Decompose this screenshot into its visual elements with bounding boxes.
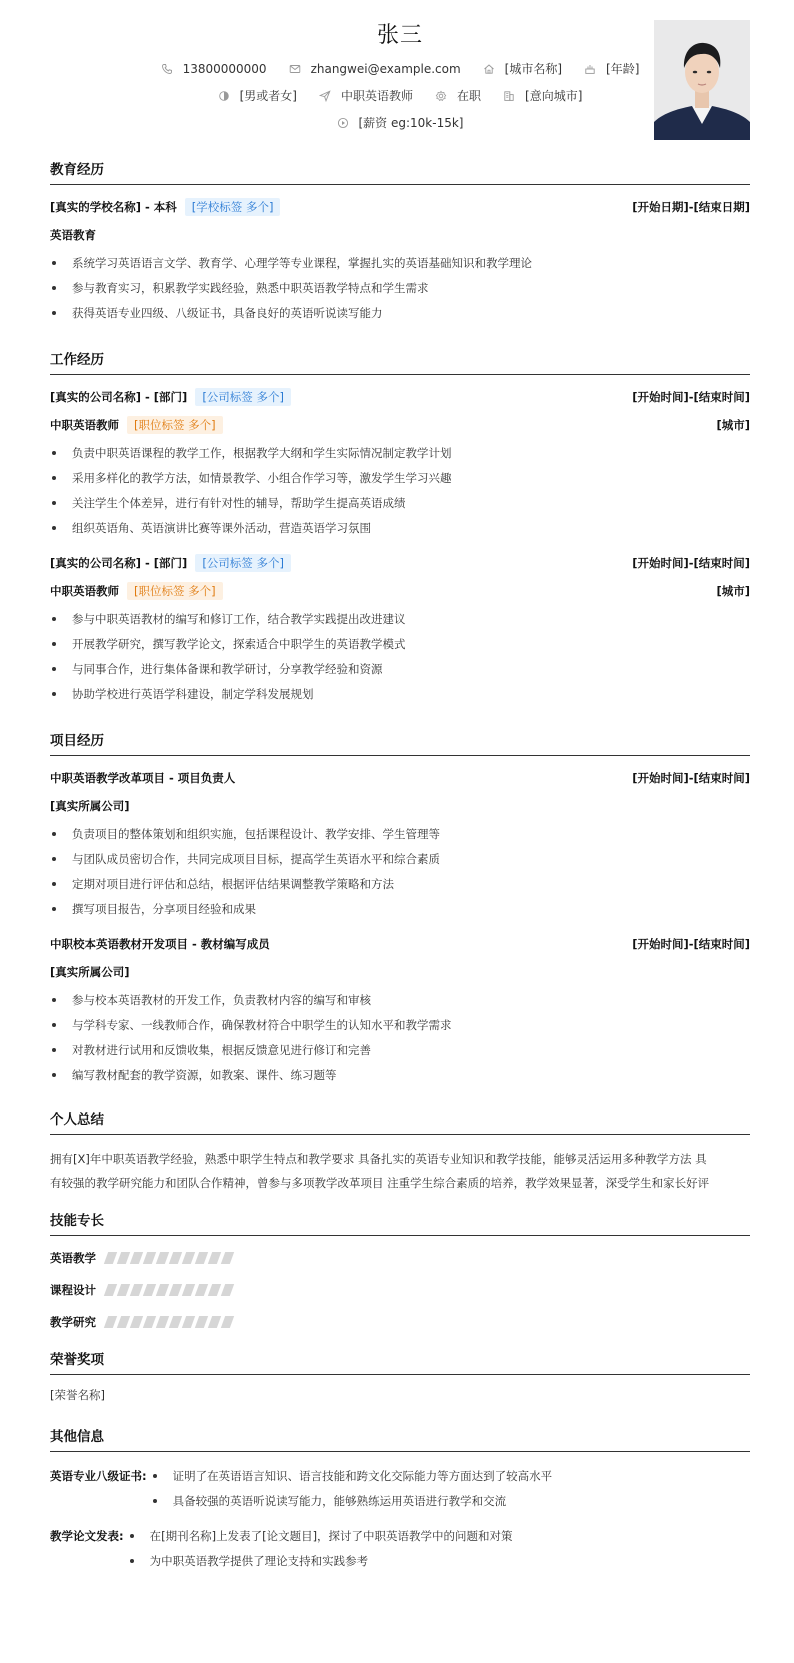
role-name: 中职英语教师 xyxy=(50,584,119,598)
list-item: 证明了在英语语言知识、语言技能和跨文化交际能力等方面达到了较高水平 xyxy=(151,1466,553,1491)
work-list xyxy=(50,443,750,543)
salary-info xyxy=(337,114,464,131)
role-name: 中职英语教师 xyxy=(50,418,119,432)
projects-title: 项目经历 xyxy=(50,729,750,756)
list-item: 在[期刊名称]上发表了[论文题目]，探讨了中职英语教学中的问题和对策 xyxy=(128,1526,513,1551)
other-section xyxy=(50,1425,750,1576)
role-tag: [职位标签 多个] xyxy=(127,416,223,434)
status-info xyxy=(435,87,481,104)
honors-section xyxy=(50,1348,750,1403)
other-group xyxy=(50,1526,750,1576)
list-item: 具备较强的英语听说读写能力，能够熟练运用英语进行教学和交流 xyxy=(151,1491,553,1516)
resume-header xyxy=(50,0,750,150)
skill-name: 英语教学 xyxy=(50,1251,96,1265)
skills-section xyxy=(50,1209,750,1332)
list-item: 参与教育实习，积累教学实践经验，熟悉中职英语教学特点和学生需求 xyxy=(50,278,750,303)
other-label: 教学论文发表: xyxy=(50,1529,124,1543)
phone-info xyxy=(161,60,267,77)
email-text: zhangwei@example.com xyxy=(310,61,461,76)
project-list xyxy=(50,824,750,924)
list-item: 获得英语专业四级、八级证书，具备良好的英语听说读写能力 xyxy=(50,303,750,328)
summary-line: 有较强的教学研究能力和团队合作精神，曾参与多项教学改革项目 注重学生综合素质的培养，教学效果显著，深受学生和家长好评 xyxy=(50,1176,710,1190)
summary-line: 拥有[X]年中职英语教学经验，熟悉中职学生特点和教学要求 具备扎实的英语专业知识和教学技能，能够灵活运用多种教学方法 具 xyxy=(50,1152,707,1166)
skill-row xyxy=(50,1312,750,1332)
list-item: 与团队成员密切合作，共同完成项目目标，提高学生英语水平和综合素质 xyxy=(50,849,750,874)
work-city: [城市] xyxy=(716,418,750,432)
project-date: [开始时间]-[结束时间] xyxy=(632,937,750,951)
target-city-text: [意向城市] xyxy=(525,89,583,103)
position-text: 中职英语教师 xyxy=(340,89,413,103)
city-info xyxy=(483,60,562,77)
company-tag: [公司标签 多个] xyxy=(195,388,291,406)
phone-text: 13800000000 xyxy=(182,61,267,76)
phone-icon xyxy=(161,63,173,75)
status-text: 在职 xyxy=(457,89,482,103)
projects-section xyxy=(50,729,750,1090)
work-date: [开始时间]-[结束时间] xyxy=(632,390,750,404)
salary-row xyxy=(50,114,750,131)
gender-text: [男或者女] xyxy=(239,89,297,103)
other-group xyxy=(50,1466,750,1516)
list-item: 对教材进行试用和反馈收集，根据反馈意见进行修订和完善 xyxy=(50,1040,750,1065)
skill-level-bar xyxy=(106,1284,232,1296)
work-date: [开始时间]-[结束时间] xyxy=(632,556,750,570)
project-date: [开始时间]-[结束时间] xyxy=(632,771,750,785)
education-date: [开始日期]-[结束日期] xyxy=(632,200,750,214)
school-name: [真实的学校名称] - 本科 xyxy=(50,200,177,214)
other-label: 英语专业八级证书: xyxy=(50,1469,147,1483)
list-item: 撰写项目报告，分享项目经验和成果 xyxy=(50,899,750,924)
list-item: 开展教学研究，撰写教学论文，探索适合中职学生的英语教学模式 xyxy=(50,634,750,659)
age-info xyxy=(584,60,639,77)
personal-row xyxy=(50,87,750,104)
salary-text: [薪资 eg:10k-15k] xyxy=(358,116,464,130)
project-company: [真实所属公司] xyxy=(50,799,130,813)
skills-title: 技能专长 xyxy=(50,1209,750,1236)
education-section xyxy=(50,158,750,328)
company-tag: [公司标签 多个] xyxy=(195,554,291,572)
other-list xyxy=(128,1526,513,1576)
age-text: [年龄] xyxy=(606,62,640,76)
list-item: 负责项目的整体策划和组织实施，包括课程设计、教学安排、学生管理等 xyxy=(50,824,750,849)
skill-row xyxy=(50,1280,750,1300)
gear-icon xyxy=(435,90,447,102)
project-company: [真实所属公司] xyxy=(50,965,130,979)
company-name: [真实的公司名称] - [部门] xyxy=(50,556,188,570)
other-title: 其他信息 xyxy=(50,1425,750,1452)
project-entry xyxy=(50,934,750,1090)
company-name: [真实的公司名称] - [部门] xyxy=(50,390,188,404)
project-name: 中职英语教学改革项目 - 项目负责人 xyxy=(50,771,236,785)
play-circle-icon xyxy=(337,117,349,129)
education-major: 英语教育 xyxy=(50,228,96,242)
list-item: 协助学校进行英语学科建设，制定学科发展规划 xyxy=(50,684,750,709)
education-list xyxy=(50,253,750,328)
candidate-name: 张三 xyxy=(376,23,423,48)
project-name: 中职校本英语教材开发项目 - 教材编写成员 xyxy=(50,937,270,951)
email-info xyxy=(289,60,461,77)
list-item: 采用多样化的教学方法，如情景教学、小组合作学习等，激发学生学习兴趣 xyxy=(50,468,750,493)
list-item: 参与中职英语教材的编写和修订工作，结合教学实践提出改进建议 xyxy=(50,609,750,634)
other-list xyxy=(151,1466,553,1516)
skill-level-bar xyxy=(106,1252,232,1264)
list-item: 负责中职英语课程的教学工作，根据教学大纲和学生实际情况制定教学计划 xyxy=(50,443,750,468)
send-icon xyxy=(319,90,331,102)
profile-photo xyxy=(654,20,750,140)
list-item: 组织英语角、英语演讲比赛等课外活动，营造英语学习氛围 xyxy=(50,518,750,543)
honor-name: [荣誉名称] xyxy=(50,1388,105,1402)
project-entry xyxy=(50,768,750,924)
honors-title: 荣誉奖项 xyxy=(50,1348,750,1375)
gender-info xyxy=(218,87,297,104)
skill-level-bar xyxy=(106,1316,232,1328)
skill-name: 教学研究 xyxy=(50,1315,96,1329)
target-city-info xyxy=(503,87,582,104)
work-section xyxy=(50,348,750,709)
work-list xyxy=(50,609,750,709)
project-list xyxy=(50,990,750,1090)
work-title: 工作经历 xyxy=(50,348,750,375)
list-item: 与学科专家、一线教师合作，确保教材符合中职学生的认知水平和教学需求 xyxy=(50,1015,750,1040)
list-item: 与同事合作，进行集体备课和教学研讨，分享教学经验和资源 xyxy=(50,659,750,684)
list-item: 为中职英语教学提供了理论支持和实践参考 xyxy=(128,1551,513,1576)
skill-name: 课程设计 xyxy=(50,1283,96,1297)
role-tag: [职位标签 多个] xyxy=(127,582,223,600)
list-item: 系统学习英语语言文学、教育学、心理学等专业课程，掌握扎实的英语基础知识和教学理论 xyxy=(50,253,750,278)
list-item: 定期对项目进行评估和总结，根据评估结果调整教学策略和方法 xyxy=(50,874,750,899)
list-item: 编写教材配套的教学资源，如教案、课件、练习题等 xyxy=(50,1065,750,1090)
position-info xyxy=(319,87,413,104)
building-icon xyxy=(503,90,515,102)
city-text: [城市名称] xyxy=(504,62,563,76)
work-entry xyxy=(50,553,750,709)
home-icon xyxy=(483,63,495,75)
summary-section xyxy=(50,1108,750,1195)
mail-icon xyxy=(289,63,301,75)
gender-icon xyxy=(218,90,230,102)
contact-row xyxy=(50,60,750,77)
education-title: 教育经历 xyxy=(50,158,750,185)
list-item: 关注学生个体差异，进行有针对性的辅导，帮助学生提高英语成绩 xyxy=(50,493,750,518)
school-tag: [学校标签 多个] xyxy=(185,198,281,216)
work-city: [城市] xyxy=(716,584,750,598)
cake-icon xyxy=(584,63,596,75)
skill-row xyxy=(50,1248,750,1268)
summary-text xyxy=(50,1147,750,1195)
summary-title: 个人总结 xyxy=(50,1108,750,1135)
work-entry xyxy=(50,387,750,543)
education-header-row xyxy=(50,197,750,217)
list-item: 参与校本英语教材的开发工作，负责教材内容的编写和审核 xyxy=(50,990,750,1015)
